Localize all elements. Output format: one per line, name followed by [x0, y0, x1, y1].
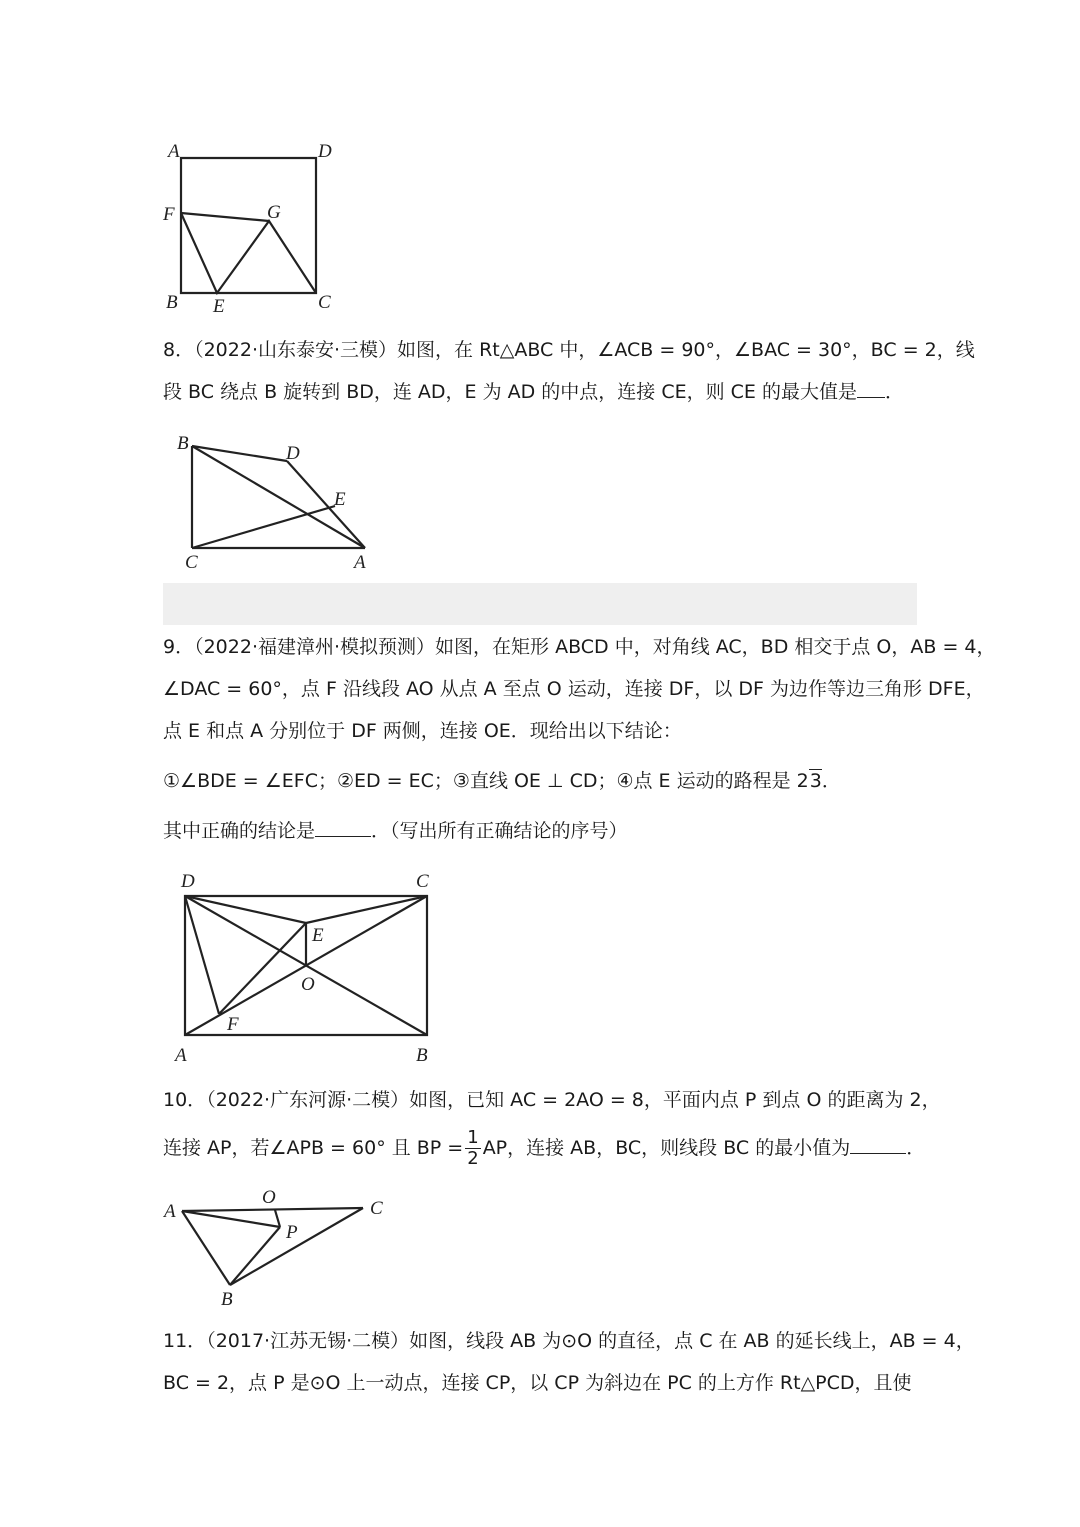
segment-de	[185, 896, 306, 923]
segment-fg	[181, 213, 269, 221]
figure-q8-triangle	[165, 430, 385, 575]
q10-text-2-end: ．	[906, 1137, 926, 1159]
q11-number: 11．	[163, 1330, 207, 1352]
q9-line5	[163, 811, 628, 851]
segment-ac	[182, 1208, 363, 1211]
q11-line2: BC = 2，点 P 是⊙O 上一动点，连接 CP，以 CP 为斜边在 PC 的上方作 Rt△PCD，且使	[163, 1372, 912, 1394]
q10-text-2: 连接 AP，若∠APB = 60° 且 BP =	[163, 1137, 464, 1159]
segment-ec	[306, 896, 427, 923]
label-a: A	[175, 1045, 187, 1066]
q9-answer-blank[interactable]	[315, 812, 371, 837]
q8-text-2-end: ．	[884, 381, 904, 403]
segment-fe	[219, 923, 306, 1014]
q8-source: （2022·山东泰安·三模）	[194, 339, 398, 361]
q10-line2	[163, 1128, 925, 1169]
segment-ap	[182, 1211, 280, 1227]
label-b: B	[221, 1289, 233, 1310]
q9-line3: 点 E 和点 A 分别位于 DF 两侧，连接 OE．现给出以下结论：	[163, 720, 682, 742]
fraction-one-half	[465, 1128, 480, 1169]
q9-text-1: 如图，在矩形 ABCD 中，对角线 AC，BD 相交于点 O，AB = 4，	[435, 636, 996, 658]
label-p: P	[286, 1222, 298, 1243]
q9-number: 9．	[163, 636, 195, 658]
label-b: B	[177, 433, 189, 454]
q8-number: 8．	[163, 339, 195, 361]
label-d: D	[286, 443, 300, 464]
q9-text-5-end: ．（写出所有正确结论的序号）	[371, 820, 628, 842]
path-fegc	[181, 213, 316, 293]
segment-bp	[230, 1227, 280, 1285]
label-o: O	[262, 1187, 276, 1208]
figure-square-abcd	[160, 138, 350, 318]
q9-line2: ∠DAC = 60°，点 F 沿线段 AO 从点 A 至点 O 运动，连接 DF，以 DF 为边作等边三角形 DFE，	[163, 678, 985, 700]
label-c: C	[185, 552, 198, 573]
fraction-denominator: 2	[467, 1148, 479, 1169]
q10-source: （2022·广东河源·二模）	[206, 1089, 410, 1111]
q11-source: （2017·江苏无锡·二模）	[206, 1330, 410, 1352]
q10-text-2b: AP，连接 AB，BC，则线段 BC 的最小值为	[482, 1137, 851, 1159]
figure-q10-triangle	[160, 1185, 395, 1310]
square-abcd	[181, 158, 316, 293]
sqrt-three: 3	[809, 770, 822, 792]
label-c: C	[416, 871, 429, 892]
segment-bc	[230, 1208, 363, 1285]
q9-text-5: 其中正确的结论是	[163, 820, 316, 842]
q9-line1	[163, 627, 996, 667]
label-a: A	[354, 552, 366, 573]
label-e: E	[213, 296, 225, 317]
figure-q9-rectangle	[165, 860, 455, 1070]
q10-number: 10．	[163, 1089, 207, 1111]
label-d: D	[181, 871, 195, 892]
label-c: C	[318, 292, 331, 313]
separator-band	[163, 583, 917, 625]
q10-answer-blank[interactable]	[850, 1129, 906, 1154]
q10-line1	[163, 1080, 941, 1120]
segment-da	[287, 461, 365, 548]
segment-op	[275, 1210, 280, 1227]
label-d: D	[318, 141, 332, 162]
fraction-numerator: 1	[467, 1127, 479, 1148]
q10-text-1: 如图，已知 AC = 2AO = 8，平面内点 P 到点 O 的距离为 2，	[409, 1089, 941, 1111]
label-a: A	[164, 1201, 176, 1222]
q8-text-2: 段 BC 绕点 B 旋转到 BD，连 AD，E 为 AD 的中点，连接 CE，则 CE 的最大值是	[163, 381, 857, 403]
q11-line1	[163, 1321, 975, 1361]
label-f: F	[227, 1014, 239, 1035]
q8-line1	[163, 330, 975, 370]
q8-line2	[163, 372, 904, 412]
label-g: G	[267, 202, 281, 223]
label-b: B	[416, 1045, 428, 1066]
segment-ab	[182, 1211, 230, 1285]
label-c: C	[370, 1198, 383, 1219]
q9-source: （2022·福建漳州·模拟预测）	[194, 636, 436, 658]
q9-text-4: ①∠BDE = ∠EFC；②ED = EC；③直线 OE ⊥ CD；④点 E 运动的路程是 2	[163, 770, 809, 792]
q8-answer-blank[interactable]	[857, 373, 885, 398]
label-a: A	[168, 141, 180, 162]
label-b: B	[166, 292, 178, 313]
label-o: O	[301, 974, 315, 995]
q9-text-4-end: ．	[821, 770, 841, 792]
label-e: E	[312, 925, 324, 946]
q8-text-1: 如图，在 Rt△ABC 中，∠ACB = 90°，∠BAC = 30°，BC = 2，线	[397, 339, 975, 361]
q9-line4	[163, 761, 841, 801]
label-e: E	[334, 489, 346, 510]
q11-text-1: 如图，线段 AB 为⊙O 的直径，点 C 在 AB 的延长线上，AB = 4，	[409, 1330, 975, 1352]
label-f: F	[163, 204, 175, 225]
segment-ce	[192, 506, 335, 548]
